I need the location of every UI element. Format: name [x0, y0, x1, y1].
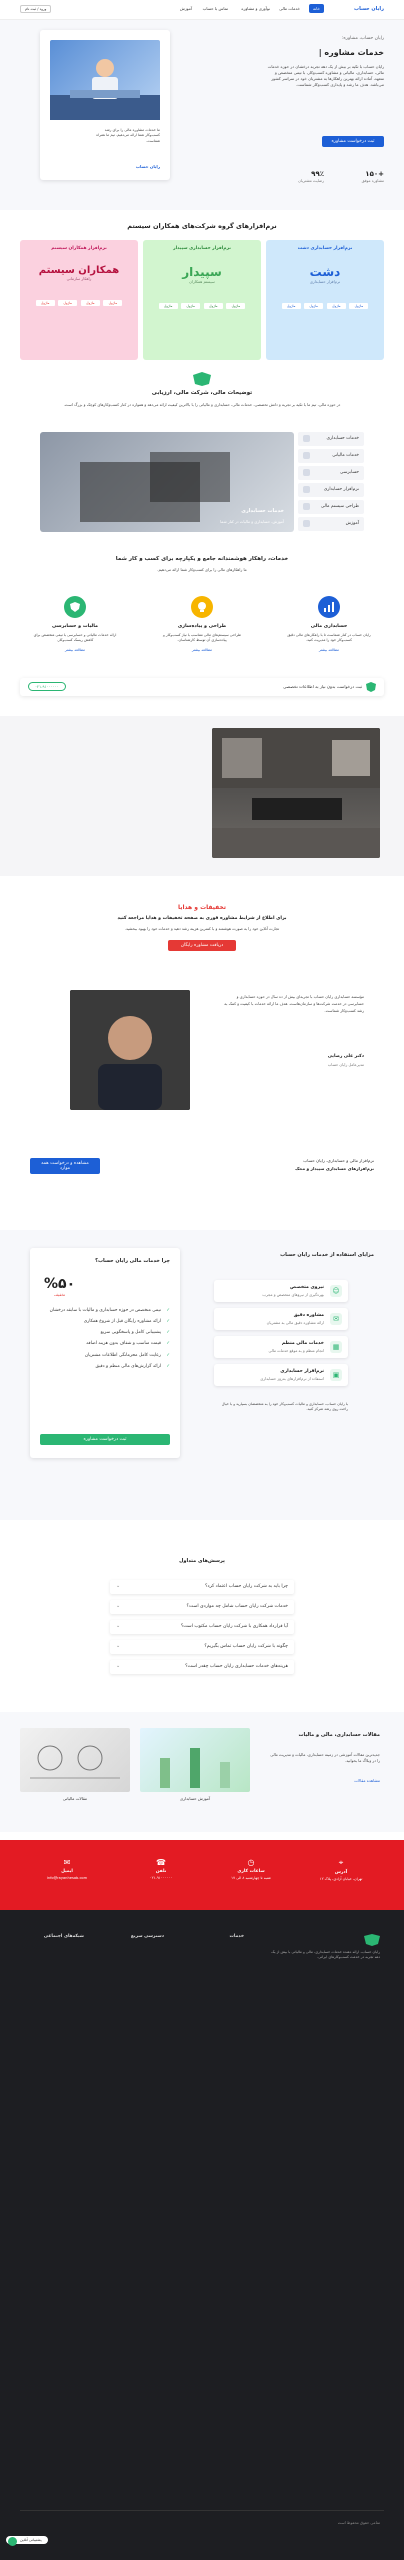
software-card-label: نرم‌افزار حسابداری سپیدار: [173, 246, 231, 251]
office-image: [212, 728, 380, 858]
article-image: [20, 1728, 130, 1792]
chevron-down-icon: ⌄: [116, 1583, 121, 1589]
plants-illustration: [140, 1728, 250, 1792]
articles-title: مقالات حسابداری، مالی و مالیات: [298, 1732, 380, 1738]
why-services-section: [0, 1230, 404, 1520]
nav-item-contact[interactable]: تماس با حساب: [202, 6, 228, 11]
login-button[interactable]: ورود / ثبت نام: [20, 5, 51, 13]
articles-text: جدیدترین مقالات آموزشی در زمینه حسابداری، مالیات و مدیریت مالی را در وبلاگ ما بخوانید.: [270, 1752, 380, 1763]
chevron-down-icon: ⌄: [116, 1643, 121, 1649]
banner-logo: [366, 682, 376, 692]
feature-title: حسابداری مالی: [310, 624, 348, 629]
footer-copyright: تمامی حقوق محفوظ است: [337, 2520, 380, 2525]
articles-section: [0, 1712, 404, 1832]
why-cta-button[interactable]: ثبت درخواست مشاوره: [40, 1434, 170, 1445]
discount-title: تخفیفات و هدایا: [177, 904, 227, 911]
tag[interactable]: ماژول: [204, 303, 223, 309]
contact-item-title: تلفن: [155, 1869, 167, 1874]
nav-item-education[interactable]: آموزش: [179, 6, 192, 11]
why-list-item: ✓ ارائه گزارش‌های مالی منظم و دقیق: [40, 1364, 170, 1370]
ceo-name: دکتر علی رضایی: [327, 1054, 364, 1059]
tag[interactable]: ماژول: [36, 300, 55, 306]
faq-item[interactable]: ⌄ چگونه با شرکت رایان حساب تماس بگیریم؟: [110, 1640, 294, 1654]
footer-divider: [20, 2510, 384, 2511]
hamkaran-sub: راهکار سازمانی: [66, 276, 92, 281]
person-relaxing-illustration: [50, 40, 160, 120]
hamkaran-logo: همکاران سیستم: [38, 265, 120, 276]
software-card-label: نرم‌افزار حسابداری دشت: [297, 246, 353, 251]
stat-value: ۹۹٪: [311, 170, 324, 178]
hero-cta-button[interactable]: ثبت درخواست مشاوره: [322, 136, 384, 147]
stat-value: +۱۵۰: [365, 170, 384, 178]
education-icon: [303, 520, 310, 527]
software-title: نرم‌افزارهای گروه شرکت‌های همکاران سیستم: [127, 222, 277, 230]
why-list-item: ✓ پشتیبانی کامل و پاسخگویی سریع: [40, 1330, 170, 1336]
side-menu-accounting[interactable]: خدمات حسابداری: [298, 432, 364, 446]
side-menu-software[interactable]: نرم‌افزار حسابداری: [298, 483, 364, 497]
about-image-caption: خدمات حسابداری: [241, 508, 284, 514]
software-icon: ▣: [330, 1369, 342, 1381]
contact-item-text[interactable]: ۰۲۱-۹۱۰۰۰۰۰۰: [149, 1876, 173, 1880]
hands-sketch-illustration: [20, 1728, 130, 1792]
feature-link[interactable]: مطالعه بیشتر: [191, 647, 213, 652]
services-note: با رایان حساب، حسابداری و مالیات کسب‌وکار خود را به متخصصان بسپارید و با خیال راحت روی رشد تمرکز کنید.: [221, 1402, 348, 1412]
service-item[interactable]: ✉ مشاوره دقیق ارائه مشاوره دقیق مالی به مشتریان: [214, 1308, 348, 1330]
hero-title: خدمات مشاوره |: [318, 48, 384, 57]
feature-design: [157, 596, 247, 652]
ceo-role: مدیرعامل رایان حساب: [327, 1062, 364, 1067]
stat-label: مشاوره موفق: [361, 178, 384, 183]
hero-paragraph: رایان حساب با تکیه بر بیش از یک دهه تجربه درخشان در حوزه خدمات مالی، حسابداری، مالیاتی و مشاوره کسب‌وکار، با تیمی متخصص و متعهد، آماده ارائه بهترین راهکارها به مشتریان خود در سراسر کشور می‌باشد. هدف ما رشد و پایداری کسب‌وکار شماست.: [267, 64, 384, 87]
tag[interactable]: ماژول: [349, 303, 368, 309]
feature-text: طراحی سیستم‌های مالی متناسب با نیاز کسب‌وکار و پیاده‌سازی آن توسط کارشناسان.: [163, 633, 241, 643]
tag[interactable]: ماژول: [103, 300, 122, 306]
footer: [0, 1910, 404, 2560]
discount-subtitle: برای اطلاع از شرایط مشاوره فوری به صفحه تخفیفات و هدایا مراجعه کنید: [117, 916, 287, 921]
discount-text: تجارت آنلاین خود را به صورت هوشمند و با کمترین هزینه رشد دهید و خدمات خود را بهبود ببخشید.: [124, 926, 280, 931]
discount-badge: [44, 1276, 75, 1297]
side-menu-tax[interactable]: خدمات مالیاتی: [298, 449, 364, 463]
shield-logo-icon: [366, 682, 376, 692]
side-menu-audit[interactable]: حسابرسی: [298, 466, 364, 480]
nav-item-home[interactable]: خانه: [309, 4, 324, 13]
audit-icon: [303, 469, 310, 476]
feature-tax: [30, 596, 120, 652]
article-image: [140, 1728, 250, 1792]
faq-item[interactable]: ⌄ خدمات شرکت رایان حساب شامل چه مواردی است؟: [110, 1600, 294, 1614]
shield-icon: [64, 596, 86, 618]
discount-percent: %۵۰: [44, 1276, 76, 1292]
feature-title: مالیات و حسابرسی: [52, 624, 98, 629]
faq-title: پرسش‌های متداول: [179, 1558, 225, 1564]
software-tags: [26, 299, 132, 307]
why-card: [30, 1248, 180, 1458]
why-list-item: ✓ ارائه مشاوره رایگان قبل از شروع همکاری: [40, 1319, 170, 1325]
why-title: چرا خدمات مالی رایان حساب؟: [95, 1258, 170, 1264]
feature-financial: [284, 596, 374, 652]
discount-percent-label: تخفیف: [54, 1292, 66, 1297]
article-card-2[interactable]: [20, 1728, 130, 1812]
feature-text: ارائه خدمات مالیاتی و حسابرسی با تیمی متخصص برای کاهش ریسک کسب‌وکار.: [33, 633, 117, 643]
feature-link[interactable]: مطالعه بیشتر: [64, 647, 86, 652]
about-logo: [192, 372, 212, 386]
laptop-typing-illustration: [40, 432, 294, 532]
logo[interactable]: [354, 6, 384, 12]
discount-cta-button[interactable]: دریافت مشاوره رایگان: [168, 940, 236, 951]
article-card-1[interactable]: [140, 1728, 250, 1812]
phone-icon: ☎: [156, 1858, 166, 1867]
contact-item: [208, 1858, 294, 1880]
office-section: [0, 716, 404, 876]
blog-link-text: نرم‌افزار مالی و حسابداری، رایان حساب: [303, 1158, 374, 1163]
software-card-sepidar[interactable]: [143, 240, 261, 360]
hero-card: [40, 30, 170, 180]
feature-text: رایان حساب در کنار شماست تا با راهکارهای مالی دقیق کسب‌وکار خود را مدیریت کنید.: [287, 633, 371, 643]
team-icon: ☺: [330, 1285, 342, 1297]
tag[interactable]: ماژول: [81, 300, 100, 306]
lightbulb-icon: [191, 596, 213, 618]
banner-text: ثبت درخواست بدون نیاز به اطلاعات تخصصی: [283, 684, 362, 689]
contact-item-title: ساعات کاری: [237, 1869, 265, 1874]
blog-link-sub: نرم‌افزارهای حسابداری سپیدار و محک: [295, 1166, 374, 1171]
hero-stat-1: [362, 170, 384, 183]
software-card-dasht[interactable]: [266, 240, 384, 360]
clock-icon: ◷: [247, 1858, 255, 1867]
tag[interactable]: ماژول: [58, 300, 77, 306]
software-card-hamkaran[interactable]: [20, 240, 138, 360]
service-item[interactable]: ☺ نیروی متخصص بهره‌گیری از نیروهای متخصص و مجرب: [214, 1280, 348, 1302]
why-list-item: ✓ رعایت کامل محرمانگی اطلاعات مشتریان: [40, 1353, 170, 1359]
contact-item: [20, 1858, 114, 1880]
footer-col-title: دسترسی سریع: [130, 1934, 164, 1939]
faq-item[interactable]: ⌄ هزینه‌های خدمات حسابداری رایان حساب چقدر است؟: [110, 1660, 294, 1674]
request-banner: [20, 678, 384, 696]
about-paragraph: در حوزه مالی، تیم ما با تکیه بر تجربه و دانش تخصصی، خدمات مالی، حسابداری و مالیاتی را با بالاترین کیفیت ارائه می‌دهد و همواره در کنار کسب‌وکارهای کوچک و بزرگ است.: [63, 402, 341, 407]
hero-card-caption: ما خدمات مشاوره مالی را برای رشد کسب‌وکار شما ارائه می‌دهیم. تیم ما همراه شماست.: [96, 128, 160, 143]
blog-link-button[interactable]: مشاهده و درخواست همه موارد: [30, 1158, 100, 1174]
software-tags: [149, 302, 255, 310]
calculator-icon: [303, 435, 310, 442]
feature-link[interactable]: مطالعه بیشتر: [318, 647, 340, 652]
why-list: [40, 1308, 170, 1375]
chat-widget-button[interactable]: پشتیبانی آنلاین: [6, 2536, 48, 2544]
article-card-title: آموزش حسابداری: [179, 1796, 211, 1801]
contact-item-title: ایمیل: [61, 1869, 73, 1874]
shield-logo-icon: [192, 372, 212, 386]
ceo-portrait: [70, 990, 190, 1110]
dasht-sub: نرم‌افزار حسابداری: [309, 279, 341, 284]
contact-item-title: آدرس: [334, 1870, 348, 1875]
about-image-sub: آموزش، حسابداری و مالیات در کنار شما: [220, 519, 284, 524]
tag[interactable]: ماژول: [181, 303, 200, 309]
about-title: توضیحات مالی، شرکت مالی، ارزیابی: [151, 390, 253, 396]
software-icon: [303, 486, 310, 493]
sepidar-sub: سیستم همکاران: [189, 279, 215, 284]
hero-stat-2: [298, 170, 324, 183]
side-menu-system[interactable]: طراحی سیستم مالی: [298, 500, 364, 514]
contact-item: [118, 1858, 204, 1880]
hero-image: [50, 40, 160, 120]
hero-breadcrumb: رایان حساب، مشاوره:: [341, 36, 384, 41]
tag[interactable]: ماژول: [282, 303, 301, 309]
tag[interactable]: ماژول: [327, 303, 346, 309]
hero-section: [0, 20, 404, 210]
faq-item[interactable]: ⌄ چرا باید به شرکت رایان حساب اعتماد کرد؟: [110, 1580, 294, 1594]
hero-card-logo: رایان حساب: [136, 164, 160, 169]
tag[interactable]: ماژول: [304, 303, 323, 309]
sepidar-logo: سپیدار: [182, 265, 222, 279]
chart-icon: [318, 596, 340, 618]
tag[interactable]: ماژول: [226, 303, 245, 309]
chat-icon: ✉: [330, 1313, 342, 1325]
service-item[interactable]: ▣ نرم‌افزار حسابداری استفاده از نرم‌افزارهای به‌روز حسابداری: [214, 1364, 348, 1386]
header: [0, 0, 404, 20]
contact-item: [298, 1858, 384, 1881]
chat-icon: [8, 2537, 17, 2546]
ceo-paragraph: مؤسسه حسابداری رایان حساب با تجربه‌ای بیش از ده سال در حوزه حسابداری و حسابرسی در خدمت شرکت‌ها و سازمان‌هاست. هدف ما ارائه خدمات با کیفیت و کمک به رشد کسب‌وکار شماست.: [224, 994, 364, 1013]
why-list-item: ✓ قیمت مناسب و شفاف بدون هزینه اضافه: [40, 1341, 170, 1347]
contact-item-text[interactable]: info@rayanhesab.com: [46, 1876, 88, 1880]
service-item[interactable]: ▦ خدمات مالی منظم انجام منظم و به موقع خدمات مالی: [214, 1336, 348, 1358]
footer-col-title: شبکه‌های اجتماعی: [43, 1934, 84, 1939]
nav-item-services[interactable]: خدمات مالی: [279, 6, 300, 11]
software-card-label: نرم‌افزار همکاران سیستم: [51, 246, 107, 251]
footer-logo: [364, 1934, 380, 1946]
faq-item[interactable]: ⌄ آیا قرارداد همکاری با شرکت رایان حساب مکتوب است؟: [110, 1620, 294, 1634]
chevron-down-icon: ⌄: [116, 1623, 121, 1629]
mail-icon: ✉: [63, 1858, 71, 1867]
tag[interactable]: ماژول: [159, 303, 178, 309]
contact-item-text: شنبه تا چهارشنبه ۸ الی ۱۷: [231, 1876, 271, 1880]
software-tags: [272, 302, 378, 310]
services-title: مزایای استفاده از خدمات رایان حساب: [280, 1252, 374, 1258]
tax-icon: [303, 452, 310, 459]
shield-logo-icon: [364, 1934, 380, 1946]
location-icon: ⌖: [338, 1858, 344, 1867]
contact-section: [0, 1840, 404, 1910]
chevron-down-icon: ⌄: [116, 1663, 121, 1669]
footer-col-title: خدمات: [229, 1934, 244, 1939]
side-menu-education[interactable]: آموزش: [298, 517, 364, 531]
footer-about: رایان حساب، ارائه دهنده خدمات حسابداری، مالی و مالیاتی با بیش از یک دهه تجربه در خدمت کسب‌وکارهای ایرانی.: [271, 1950, 380, 1960]
article-card-title: مقالات مالیاتی: [62, 1796, 88, 1801]
banner-phone-button[interactable]: ۰۲۱-۹۱۰۰۰۰۰۰: [28, 682, 66, 691]
ceo-photo: [70, 990, 190, 1110]
system-icon: [303, 503, 310, 510]
chevron-down-icon: ⌄: [116, 1603, 121, 1609]
calendar-icon: ▦: [330, 1341, 342, 1353]
stat-label: رضایت مشتریان: [298, 178, 324, 183]
features-subtitle: ما راهکارهای مالی را برای کسب‌وکار شما ارائه می‌دهیم.: [157, 567, 247, 572]
articles-link[interactable]: مشاهده مقالات: [354, 1778, 380, 1783]
feature-title: طراحی و پیاده‌سازی: [177, 624, 227, 629]
contact-item-text: تهران، خیابان آزادی، پلاک ۱۲: [319, 1877, 363, 1881]
logo-text: رایان حساب: [354, 6, 384, 12]
about-image: [40, 432, 294, 532]
meeting-room-photo: [212, 728, 380, 858]
features-title: خدمات، راهکار هوشمندانه جامع و یکپارچه برای کسب و کار شما: [115, 556, 289, 562]
nav-item-consulting[interactable]: نوآوری و مشاوره: [241, 6, 270, 11]
dasht-logo: دشت: [309, 265, 341, 279]
why-list-item: ✓ تیمی متخصص در حوزه حسابداری و مالیات با سابقه درخشان: [40, 1308, 170, 1314]
